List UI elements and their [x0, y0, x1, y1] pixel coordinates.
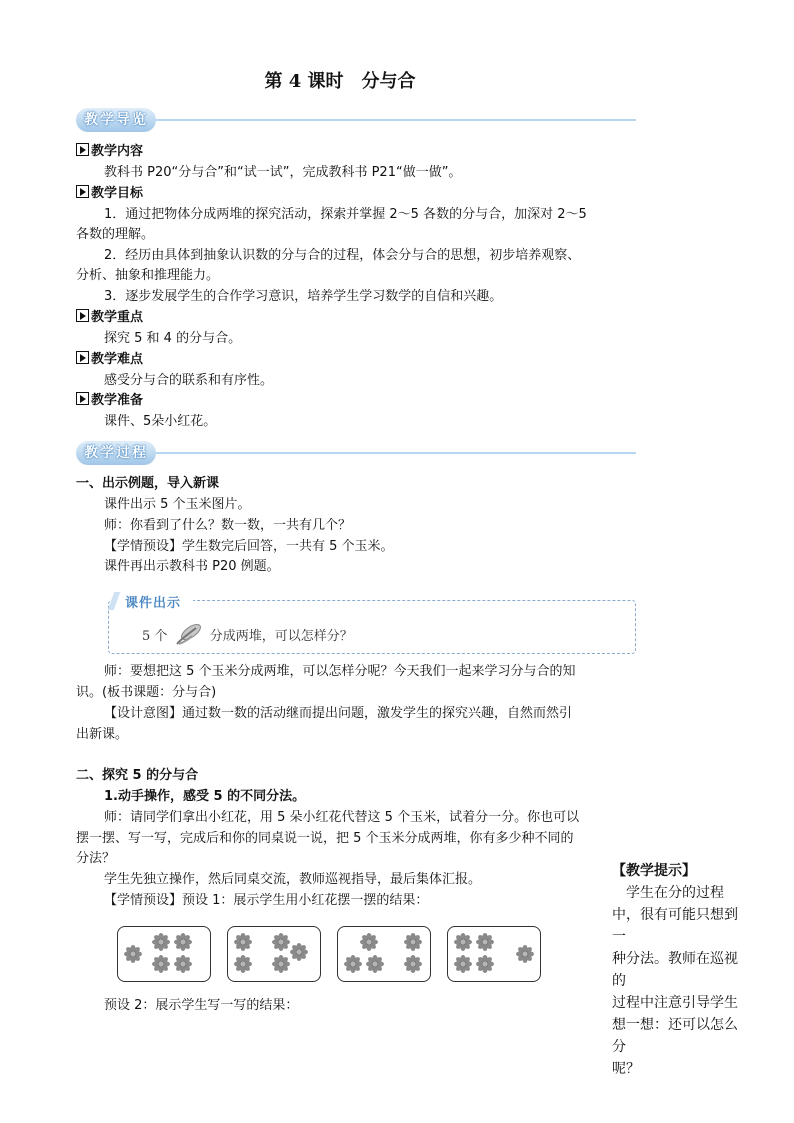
banner-label: 教学过程: [76, 441, 156, 465]
prep-text: 课件、5朵小红花。: [104, 414, 217, 429]
flower-icon: [124, 945, 142, 967]
content-text: 教科书 P20“分与合”和“试一试”，完成教科书 P21“做一做”。: [104, 165, 462, 180]
goal-1-b: 各数的理解。: [76, 227, 155, 242]
flower-icon: [516, 945, 534, 967]
para: 识。(板书课题：分与合): [76, 685, 217, 700]
section-head-difficulty: 教学难点: [76, 350, 616, 370]
banner-teaching-guide: [76, 108, 636, 132]
sidebar-line: 想一想：还可以怎么分: [612, 1017, 738, 1055]
section-head-content: 教学内容: [76, 142, 616, 162]
corn-icon: [174, 622, 204, 646]
flower-icon: [476, 933, 494, 955]
flower-icon: [404, 933, 422, 955]
flower-group-box: [447, 926, 541, 982]
sidebar-line: 过程中注意引导学生: [612, 995, 738, 1011]
para: 学生先独立操作，然后同桌交流，教师巡视指导，最后集体汇报。: [104, 872, 482, 887]
play-icon: [76, 392, 89, 405]
para: 【学情预设】学生数完后回答，一共有 5 个玉米。: [104, 539, 394, 554]
courseware-question: 5 个 分成两堆，可以怎样分？: [142, 622, 353, 646]
flower-icon: [290, 943, 308, 965]
flower-icon: [234, 933, 252, 955]
flower-group-box: [337, 926, 431, 982]
flower-icon: [454, 933, 472, 955]
flower-icon: [152, 955, 170, 977]
flower-icon: [366, 955, 384, 977]
goal-2-a: 2．经历由具体到抽象认识数的分与合的过程，体会分与合的思想，初步培养观察、: [104, 248, 581, 263]
flower-icon: [272, 955, 290, 977]
flower-icon: [476, 955, 494, 977]
sidebar-line: 种分法。教师在巡视的: [612, 951, 738, 989]
section-head-key: 教学重点: [76, 308, 616, 328]
play-icon: [76, 185, 89, 198]
para: 师：你看到了什么？数一数，一共有几个？: [104, 518, 352, 533]
page-title: 第 4 课时 分与合: [264, 71, 416, 92]
difficulty-text: 感受分与合的联系和有序性。: [104, 373, 274, 388]
banner-label: 教学导览: [76, 108, 156, 132]
para: 课件出示 5 个玉米图片。: [104, 497, 251, 512]
play-icon: [76, 309, 89, 322]
goal-3: 3．逐步发展学生的合作学习意识，培养学生学习数学的自信和兴趣。: [104, 289, 503, 304]
section-head-goals: 教学目标: [76, 184, 616, 204]
goal-2-b: 分析、抽象和推理能力。: [76, 268, 220, 283]
flower-icon: [360, 933, 378, 955]
banner-line: [156, 119, 636, 121]
para: 师：请同学们拿出小红花，用 5 朵小红花代替这 5 个玉米，试着分一分。你也可以: [104, 810, 580, 825]
flower-group-box: [227, 926, 321, 982]
flower-icon: [152, 933, 170, 955]
flower-icon: [454, 955, 472, 977]
key-text: 探究 5 和 4 的分与合。: [104, 331, 242, 346]
para: 师：要想把这 5 个玉米分成两堆，可以怎样分呢？今天我们一起来学习分与合的知: [104, 664, 576, 679]
para: 【学情预设】预设 1：展示学生用小红花摆一摆的结果：: [104, 893, 429, 908]
subsection-head: 1.动手操作，感受 5 的不同分法。: [104, 789, 306, 804]
flower-icon: [404, 955, 422, 977]
teaching-tip-sidebar: [612, 860, 747, 1080]
sidebar-head: 【教学提示】: [612, 863, 696, 879]
flower-icon: [234, 955, 252, 977]
para: 课件再出示教科书 P20 例题。: [104, 559, 280, 574]
flower-icon: [344, 955, 362, 977]
para: 分法？: [76, 851, 116, 866]
play-icon: [76, 143, 89, 156]
para: 出新课。: [76, 727, 129, 742]
goal-1-a: 1．通过把物体分成两堆的探究活动，探索并掌握 2～5 各数的分与合，加深对 2～5: [104, 207, 587, 222]
flower-icon: [174, 955, 192, 977]
sidebar-line: 学生在分的过程: [612, 885, 724, 901]
section-head-prep: 教学准备: [76, 391, 616, 411]
section-2-head: 二、探究 5 的分与合: [76, 768, 199, 783]
courseware-tag: 课件出示: [113, 590, 193, 612]
play-icon: [76, 351, 89, 364]
flower-group-box: [117, 926, 211, 982]
section-1-head: 一、出示例题，导入新课: [76, 476, 220, 491]
flower-icon: [174, 933, 192, 955]
sidebar-line: 中，很有可能只想到一: [612, 907, 738, 945]
sidebar-line: 呢？: [612, 1061, 640, 1077]
flower-icon: [272, 933, 290, 955]
banner-line: [156, 452, 636, 454]
banner-teaching-process: [76, 441, 636, 465]
para: 摆一摆、写一写，完成后和你的同桌说一说，把 5 个玉米分成两堆，你有多少种不同的: [76, 831, 574, 846]
para: 预设 2：展示学生写一写的结果：: [104, 998, 299, 1013]
para: 【设计意图】通过数一数的活动继而提出问题，激发学生的探究兴趣，自然而然引: [104, 706, 573, 721]
